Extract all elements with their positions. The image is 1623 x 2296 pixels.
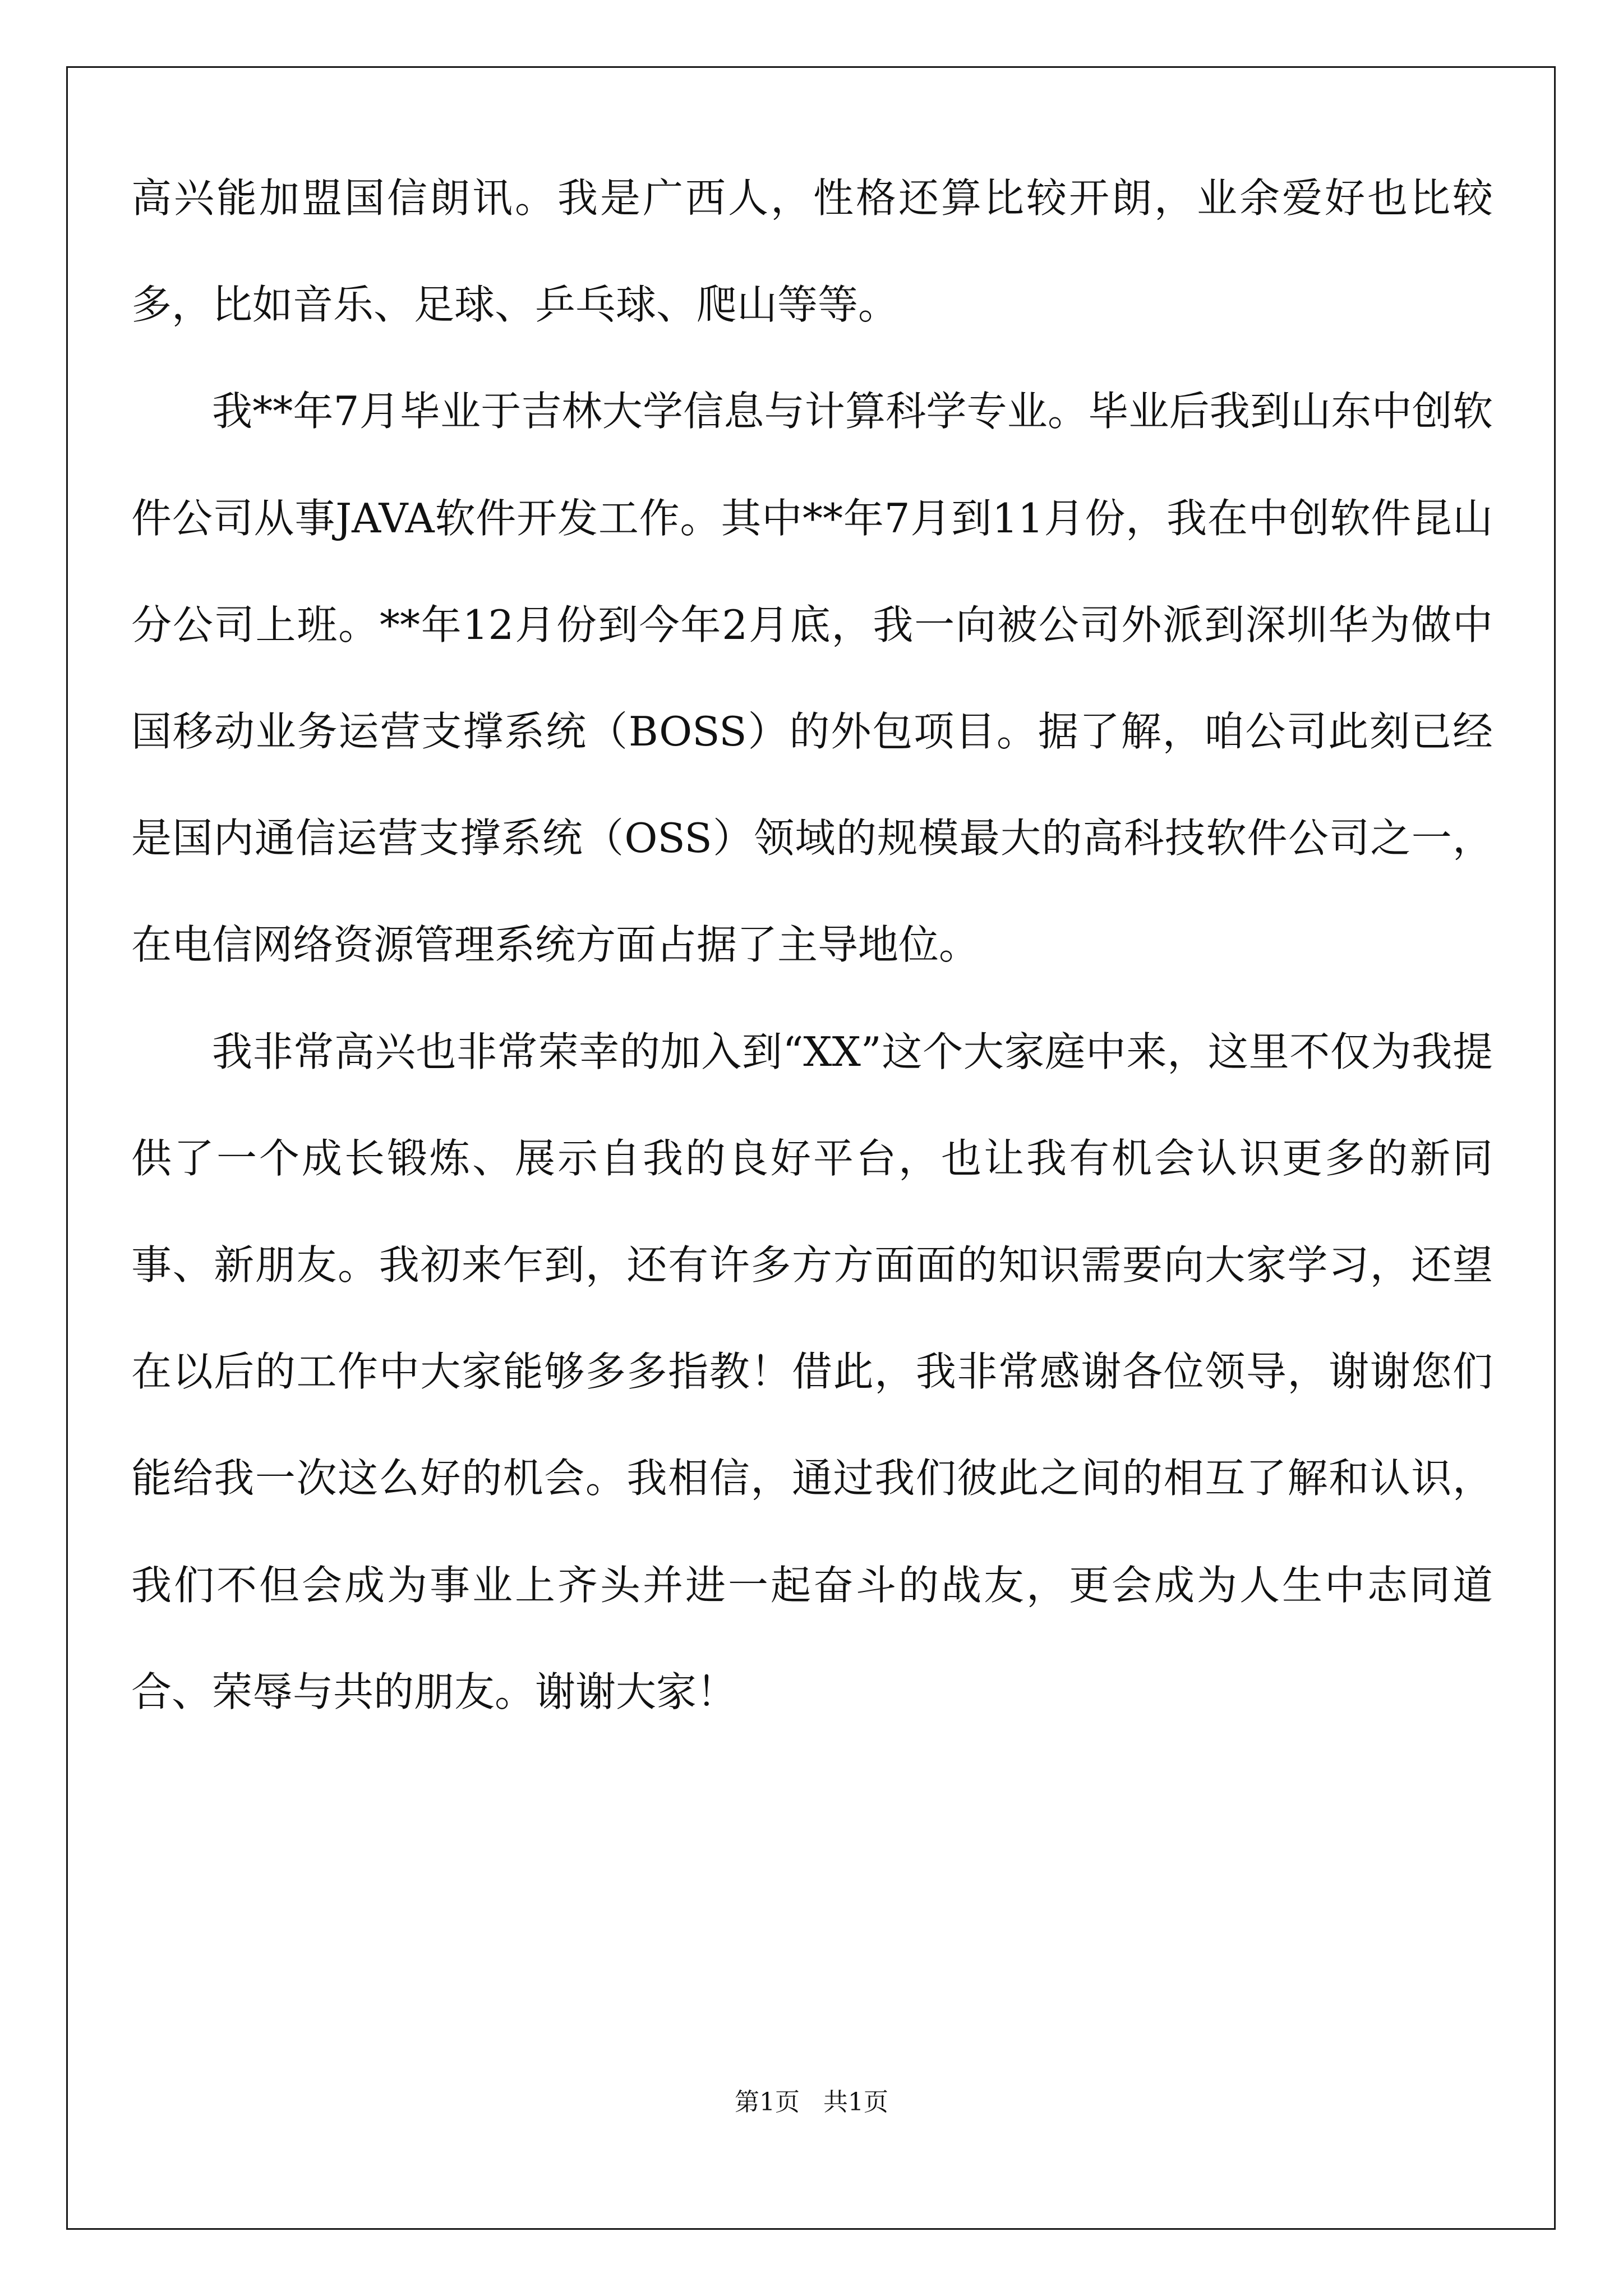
page-footer: 第1页 共1页 bbox=[735, 2088, 888, 2116]
paragraph-intro: 高兴能加盟国信朗讯。我是广西人，性格还算比较开朗，业余爱好也比较多，比如音乐、足球、乒乓球、爬山等等。 bbox=[131, 174, 1493, 329]
paragraph-education-career: 我**年7月毕业于吉林大学信息与计算科学专业。毕业后我到山东中创软件公司从事JAVA软件开发工作。其中**年7月到11月份，我在中创软件昆山分公司上班。**年12月份到今年2月底，我一向被公司外派到深圳华为做中国移动业务运营支撑系统（BOSS）的外包项目。据了解，咱公司此刻已经是国内通信运营支撑系统（OSS）领域的规模最大的高科技软件公司之一，在电信网络资源管理系统方面占据了主导地位。 bbox=[131, 388, 1493, 969]
paragraph-gratitude: 我非常高兴也非常荣幸的加入到“XX”这个大家庭中来，这里不仅为我提供了一个成长锻炼、展示自我的良好平台，也让我有机会认识更多的新同事、新朋友。我初来乍到，还有许多方方面面的知识需要向大家学习，还望在以后的工作中大家能够多多指教！借此，我非常感谢各位领导，谢谢您们能给我一次这么好的机会。我相信，通过我们彼此之间的相互了解和认识，我们不但会成为事业上齐头并进一起奋斗的战友，更会成为人生中志同道合、荣辱与共的朋友。谢谢大家！ bbox=[131, 1028, 1493, 1715]
document-body bbox=[131, 145, 1493, 1745]
